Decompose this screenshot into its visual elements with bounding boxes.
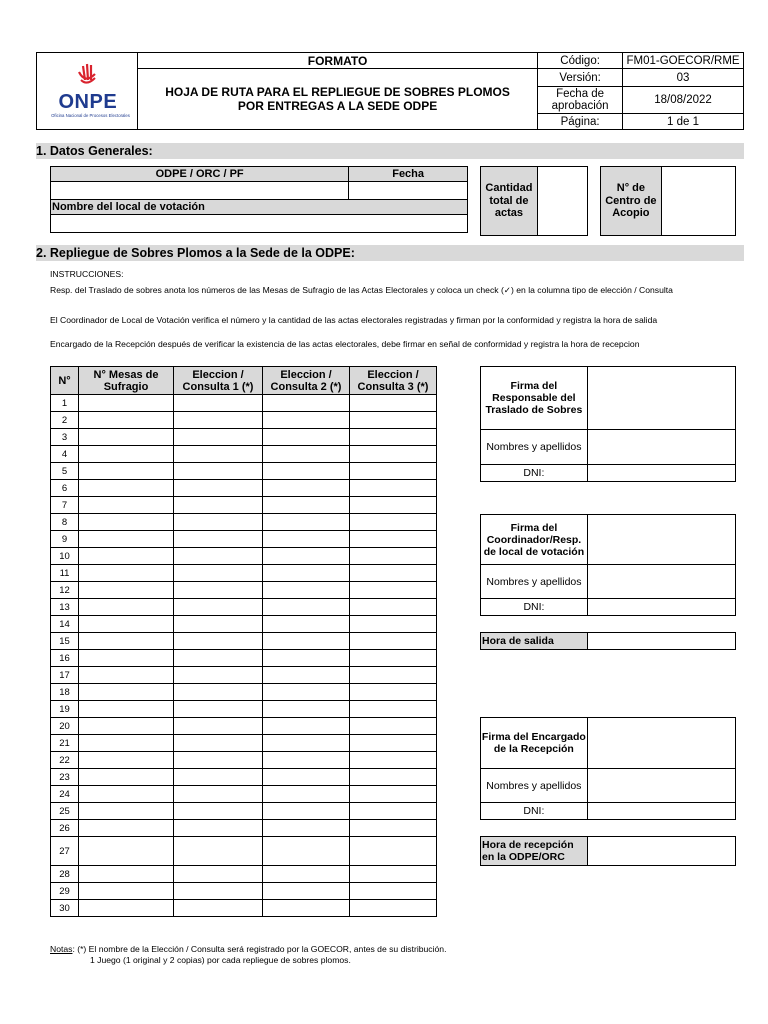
eleccion2-cell[interactable] [263,480,350,497]
mesa-cell[interactable] [79,616,174,633]
row-number: 20 [51,718,79,735]
table-row [51,684,437,701]
row-number: 15 [51,633,79,650]
firma-recepcion-table [480,717,736,820]
formato-label: FORMATO [137,53,537,69]
notes [50,944,446,955]
eleccion2-cell[interactable] [263,633,350,650]
eleccion3-cell[interactable] [350,497,437,514]
eleccion3-cell[interactable] [350,786,437,803]
eleccion3-cell[interactable] [350,866,437,883]
eleccion1-cell[interactable] [174,803,263,820]
mesa-cell[interactable] [79,883,174,900]
eleccion1-cell[interactable] [174,900,263,917]
table-row [51,866,437,883]
eleccion1-cell[interactable] [174,565,263,582]
row-number: 3 [51,429,79,446]
eleccion1-cell[interactable] [174,446,263,463]
dni-field-2[interactable] [587,599,735,616]
eleccion2-cell[interactable] [263,701,350,718]
eleccion1-cell[interactable] [174,429,263,446]
table-row [51,446,437,463]
firma-recepcion-label: Firma del Encargado de la Recepción [481,718,588,769]
datos-generales-table [50,166,468,233]
eleccion1-cell[interactable] [174,883,263,900]
row-number: 21 [51,735,79,752]
eleccion1-cell[interactable] [174,866,263,883]
mesa-cell[interactable] [79,497,174,514]
eleccion2-cell[interactable] [263,497,350,514]
eleccion3-cell[interactable] [350,803,437,820]
mesa-cell[interactable] [79,514,174,531]
title-line2: POR ENTREGAS A LA SEDE ODPE [237,99,438,113]
eleccion2-cell[interactable] [263,803,350,820]
eleccion2-cell[interactable] [263,837,350,866]
mesa-cell[interactable] [79,548,174,565]
eleccion2-cell[interactable] [263,412,350,429]
eleccion2-cell[interactable] [263,446,350,463]
table-row [51,803,437,820]
eleccion1-cell[interactable] [174,769,263,786]
firma-recepcion-field[interactable] [587,718,735,769]
eleccion2-cell[interactable] [263,820,350,837]
eleccion1-cell[interactable] [174,531,263,548]
row-number: 18 [51,684,79,701]
eleccion1-cell[interactable] [174,395,263,412]
title-line1: HOJA DE RUTA PARA EL REPLIEGUE DE SOBRES PLOMOS [165,85,510,99]
row-number: 8 [51,514,79,531]
eleccion1-cell[interactable] [174,752,263,769]
row-number: 4 [51,446,79,463]
row-number: 26 [51,820,79,837]
mesas-table-body [51,395,437,917]
eleccion2-cell[interactable] [263,667,350,684]
eleccion1-cell[interactable] [174,480,263,497]
eleccion3-cell[interactable] [350,837,437,866]
eleccion1-cell[interactable] [174,582,263,599]
row-number: 11 [51,565,79,582]
version-value: 03 [623,69,744,87]
hora-recepcion-label: Hora de recepción en la ODPE/ORC [481,837,588,866]
dni-label-3: DNI: [481,803,588,820]
notes-line2: 1 Juego (1 original y 2 copias) por cada repliegue de sobres plomos. [90,955,351,965]
row-number: 16 [51,650,79,667]
eleccion2-cell[interactable] [263,616,350,633]
col-e1-header: Eleccion / Consulta 1 (*) [174,367,263,395]
table-row [51,531,437,548]
row-number: 23 [51,769,79,786]
table-row [51,429,437,446]
eleccion1-cell[interactable] [174,735,263,752]
eleccion1-cell[interactable] [174,684,263,701]
table-row [51,412,437,429]
eleccion3-cell[interactable] [350,395,437,412]
fecha-aprobacion-value: 18/08/2022 [623,87,744,114]
dni-label-1: DNI: [481,465,588,482]
row-number: 27 [51,837,79,866]
hora-recepcion-field[interactable] [588,837,736,866]
eleccion3-cell[interactable] [350,446,437,463]
row-number: 2 [51,412,79,429]
cantidad-field[interactable] [537,167,587,236]
eleccion3-cell[interactable] [350,883,437,900]
dni-label-2: DNI: [481,599,588,616]
logo-cell [37,53,138,130]
fecha-field[interactable] [349,182,468,200]
row-number: 22 [51,752,79,769]
nombres-field-1[interactable] [587,430,735,465]
table-row [51,616,437,633]
nombres-label-2: Nombres y apellidos [481,565,588,599]
table-row [51,395,437,412]
firma-traslado-label: Firma del Responsable del Traslado de Sobres [481,367,588,430]
mesa-cell[interactable] [79,786,174,803]
row-number: 9 [51,531,79,548]
eleccion2-cell[interactable] [263,735,350,752]
eleccion1-cell[interactable] [174,650,263,667]
mesa-cell[interactable] [79,837,174,866]
mesa-cell[interactable] [79,480,174,497]
table-row [51,650,437,667]
hora-recepcion-table [480,836,736,866]
eleccion2-cell[interactable] [263,599,350,616]
table-row [51,883,437,900]
nombres-label-1: Nombres y apellidos [481,430,588,465]
row-number: 12 [51,582,79,599]
mesa-cell[interactable] [79,752,174,769]
eleccion1-cell[interactable] [174,463,263,480]
eleccion3-cell[interactable] [350,412,437,429]
odpe-label: ODPE / ORC / PF [51,167,349,182]
eleccion1-cell[interactable] [174,633,263,650]
notes-line1: : (*) El nombre de la Elección / Consulta será registrado por la GOECOR, antes de su distribución. [72,944,447,954]
mesa-cell[interactable] [79,395,174,412]
mesa-cell[interactable] [79,531,174,548]
eleccion3-cell[interactable] [350,650,437,667]
eleccion1-cell[interactable] [174,718,263,735]
table-row [51,701,437,718]
eleccion3-cell[interactable] [350,718,437,735]
instruction-2: El Coordinador de Local de Votación verifica el número y la cantidad de las actas electorales registradas y firman por la conformidad y registra la hora de salida [50,315,658,325]
table-row [51,820,437,837]
eleccion2-cell[interactable] [263,548,350,565]
mesa-cell[interactable] [79,769,174,786]
eleccion3-cell[interactable] [350,599,437,616]
eleccion2-cell[interactable] [263,786,350,803]
eleccion1-cell[interactable] [174,514,263,531]
row-number: 29 [51,883,79,900]
table-row [51,633,437,650]
odpe-field[interactable] [51,182,349,200]
nombres-field-3[interactable] [587,769,735,803]
firma-traslado-table [480,366,736,482]
firma-coordinador-field[interactable] [587,515,735,565]
row-number: 6 [51,480,79,497]
mesa-cell[interactable] [79,718,174,735]
row-number: 30 [51,900,79,917]
row-number: 17 [51,667,79,684]
dni-field-1[interactable] [587,465,735,482]
section1-title: 1. Datos Generales: [36,143,744,159]
firma-traslado-field[interactable] [587,367,735,430]
local-label: Nombre del local de votación [51,200,468,215]
cantidad-table [480,166,588,236]
table-row [51,548,437,565]
eleccion2-cell[interactable] [263,650,350,667]
local-field[interactable] [51,215,468,233]
mesa-cell[interactable] [79,735,174,752]
mesa-cell[interactable] [79,820,174,837]
pagina-value: 1 de 1 [623,114,744,130]
eleccion1-cell[interactable] [174,837,263,866]
mesa-cell[interactable] [79,565,174,582]
eleccion2-cell[interactable] [263,752,350,769]
eleccion3-cell[interactable] [350,531,437,548]
mesa-cell[interactable] [79,650,174,667]
mesas-table [50,366,437,917]
mesa-cell[interactable] [79,701,174,718]
mesa-cell[interactable] [79,803,174,820]
eleccion1-cell[interactable] [174,786,263,803]
eleccion2-cell[interactable] [263,582,350,599]
mesa-cell[interactable] [79,684,174,701]
mesa-cell[interactable] [79,599,174,616]
firma-coordinador-label: Firma del Coordinador/Resp. de local de votación [481,515,588,565]
table-row [51,667,437,684]
row-number: 19 [51,701,79,718]
row-number: 1 [51,395,79,412]
eleccion2-cell[interactable] [263,883,350,900]
eleccion2-cell[interactable] [263,531,350,548]
eleccion3-cell[interactable] [350,565,437,582]
table-row [51,769,437,786]
instruction-3: Encargado de la Recepción después de verificar la existencia de las actas electorales, debe firmar en señal de conformidad y registra la hora de recepcion [50,339,640,349]
eleccion2-cell[interactable] [263,514,350,531]
mesa-cell[interactable] [79,463,174,480]
eleccion3-cell[interactable] [350,463,437,480]
centro-label: N° de Centro de Acopio [601,167,662,236]
eleccion2-cell[interactable] [263,395,350,412]
eleccion1-cell[interactable] [174,497,263,514]
eleccion2-cell[interactable] [263,429,350,446]
notes-label: Notas [50,944,73,954]
table-row [51,463,437,480]
mesa-cell[interactable] [79,582,174,599]
mesa-cell[interactable] [79,412,174,429]
version-label: Versión: [538,69,623,87]
document-title [137,69,537,130]
eleccion3-cell[interactable] [350,752,437,769]
eleccion3-cell[interactable] [350,769,437,786]
row-number: 14 [51,616,79,633]
row-number: 7 [51,497,79,514]
codigo-label: Código: [538,53,623,69]
eleccion2-cell[interactable] [263,565,350,582]
eleccion3-cell[interactable] [350,667,437,684]
hora-salida-field[interactable] [588,633,736,650]
col-e2-header: Eleccion / Consulta 2 (*) [263,367,350,395]
eleccion3-cell[interactable] [350,514,437,531]
eleccion3-cell[interactable] [350,429,437,446]
eleccion1-cell[interactable] [174,412,263,429]
eleccion3-cell[interactable] [350,701,437,718]
eleccion2-cell[interactable] [263,718,350,735]
eleccion3-cell[interactable] [350,582,437,599]
pagina-label: Página: [538,114,623,130]
mesa-cell[interactable] [79,667,174,684]
mesa-cell[interactable] [79,633,174,650]
table-row [51,565,437,582]
eleccion3-cell[interactable] [350,616,437,633]
col-no-header: N° [51,367,79,395]
fecha-aprobacion-label: Fecha de aprobación [538,87,623,114]
mesa-cell[interactable] [79,446,174,463]
table-row [51,599,437,616]
row-number: 10 [51,548,79,565]
cantidad-label: Cantidad total de actas [481,167,538,236]
hora-salida-table [480,632,736,650]
eleccion3-cell[interactable] [350,684,437,701]
eleccion1-cell[interactable] [174,820,263,837]
eleccion1-cell[interactable] [174,616,263,633]
table-row [51,514,437,531]
codigo-value: FM01-GOECOR/RME [623,53,744,69]
col-e3-header: Eleccion / Consulta 3 (*) [350,367,437,395]
eleccion3-cell[interactable] [350,480,437,497]
header-table [36,52,744,130]
eleccion1-cell[interactable] [174,667,263,684]
table-row [51,786,437,803]
col-mesas-header: N° Mesas de Sufragio [79,367,174,395]
table-row [51,837,437,866]
table-row [51,900,437,917]
dni-field-3[interactable] [587,803,735,820]
row-number: 24 [51,786,79,803]
eleccion1-cell[interactable] [174,701,263,718]
mesa-cell[interactable] [79,429,174,446]
centro-field[interactable] [661,167,735,236]
firma-coordinador-table [480,514,736,616]
mesa-cell[interactable] [79,900,174,917]
eleccion1-cell[interactable] [174,599,263,616]
logo-text: ONPE [58,90,118,113]
eleccion3-cell[interactable] [350,900,437,917]
fecha-label: Fecha [349,167,468,182]
eleccion2-cell[interactable] [263,769,350,786]
mesa-cell[interactable] [79,866,174,883]
centro-table [600,166,736,236]
table-row [51,480,437,497]
row-number: 25 [51,803,79,820]
eleccion2-cell[interactable] [263,684,350,701]
eleccion3-cell[interactable] [350,820,437,837]
row-number: 5 [51,463,79,480]
eleccion2-cell[interactable] [263,463,350,480]
row-number: 28 [51,866,79,883]
nombres-label-3: Nombres y apellidos [481,769,588,803]
section2-title: 2. Repliegue de Sobres Plomos a la Sede de la ODPE: [36,245,744,261]
row-number: 13 [51,599,79,616]
eleccion3-cell[interactable] [350,548,437,565]
eleccion3-cell[interactable] [350,735,437,752]
instructions-title: INSTRUCCIONES: [50,269,124,279]
eleccion2-cell[interactable] [263,900,350,917]
eleccion1-cell[interactable] [174,548,263,565]
table-row [51,735,437,752]
eleccion2-cell[interactable] [263,866,350,883]
table-row [51,752,437,769]
instruction-1: Resp. del Traslado de sobres anota los números de las Mesas de Sufragio de las Actas Electorales y coloca un check (✓) en la columna tipo de elección / Consulta [50,285,673,295]
logo-subtext: Oficina Nacional de Procesos Electorales [51,112,130,118]
table-row [51,497,437,514]
eleccion3-cell[interactable] [350,633,437,650]
table-row [51,582,437,599]
hora-salida-label: Hora de salida [481,633,588,650]
nombres-field-2[interactable] [587,565,735,599]
table-row [51,718,437,735]
